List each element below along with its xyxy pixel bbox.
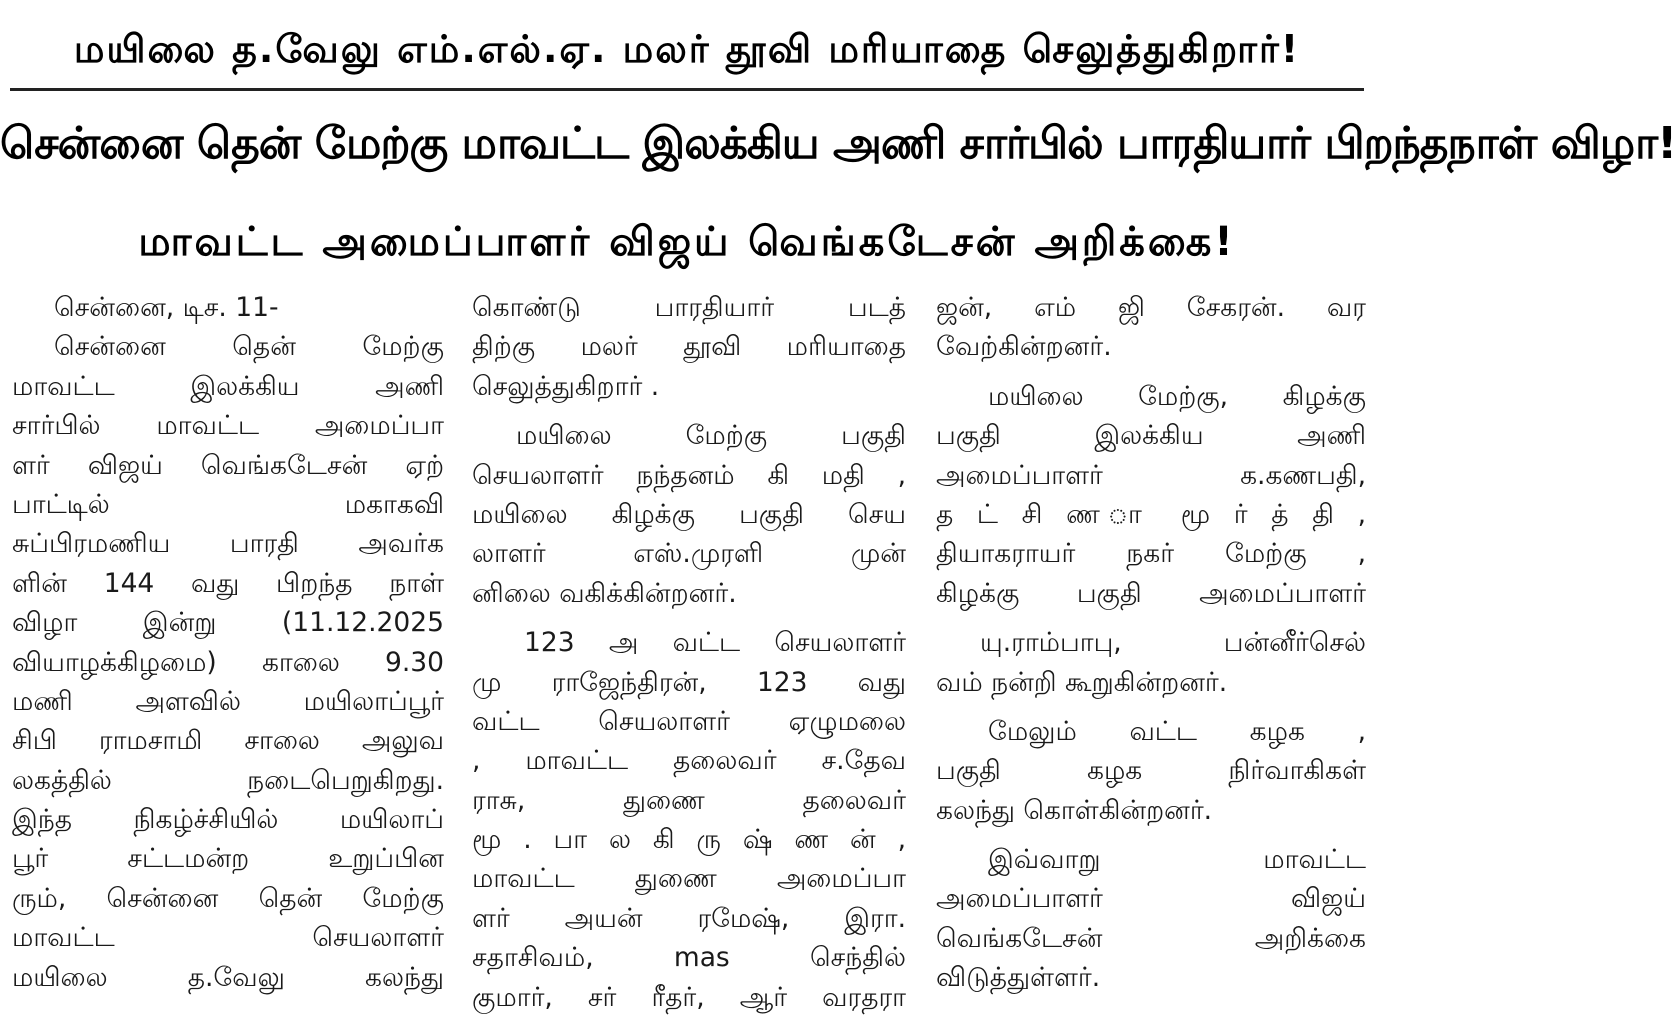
text-line: விடுத்துள்ளர்.	[936, 962, 1101, 994]
text-line: இந்த நிகழ்ச்சியில் மயிலாப்	[12, 804, 444, 836]
text-line: மயிலை த.வேலு கலந்து	[12, 961, 444, 993]
headline-top: மயிலை த.வேலு எம்.எல்.ஏ. மலர் தூவி மரியாதை செலுத்துகிறார்!	[73, 27, 1301, 71]
text-line: கலந்து கொள்கின்றனர்.	[936, 794, 1213, 826]
article-column-3	[936, 288, 1366, 992]
text-line: வியாழக்கிழமை) காலை 9.30	[12, 646, 444, 678]
text-line: மயிலை மேற்கு, கிழக்கு	[988, 380, 1366, 412]
text-line: னிலை வகிக்கின்றனர்.	[472, 577, 737, 609]
text-line: ளர் அயன் ரமேஷ், இரா.	[472, 902, 906, 934]
text-line: பாட்டில் மகாகவி	[12, 488, 444, 520]
text-line: , மாவட்ட தலைவர் ச.தேவ	[472, 745, 906, 777]
text-line: பகுதி கழக நிர்வாகிகள்	[936, 755, 1366, 787]
text-line: மேலும் வட்ட கழக ,	[988, 715, 1366, 747]
text-line: ரும், சென்னை தென் மேற்கு	[12, 882, 444, 914]
text-line: திற்கு மலர் தூவி மரியாதை	[472, 331, 906, 363]
text-line: கிழக்கு பகுதி அமைப்பாளர்	[936, 577, 1366, 609]
text-line: ராசு, துணை தலைவர்	[472, 784, 906, 816]
headline-main: சென்னை தென் மேற்கு மாவட்ட இலக்கிய அணி சார்பில் பாரதியார் பிறந்தநாள் விழா!	[0, 118, 1676, 169]
text-line: இவ்வாறு மாவட்ட	[988, 844, 1366, 876]
text-line: லகத்தில் நடைபெறுகிறது.	[12, 764, 444, 796]
text-line: வேற்கின்றனர்.	[936, 331, 1112, 363]
text-line: கொண்டு பாரதியார் படத்	[472, 292, 906, 323]
text-line: மூ . பா ல கி ரு ஷ் ண ன் ,	[472, 824, 906, 856]
text-line: தியாகராயர் நகர் மேற்கு ,	[936, 538, 1366, 570]
text-line: சதாசிவம், mas செந்தில்	[472, 942, 906, 974]
text-line: யு.ராம்பாபு, பன்னீர்செல்	[980, 627, 1366, 659]
text-line: சுப்பிரமணிய பாரதி அவர்க	[12, 528, 444, 560]
text-line: மாவட்ட செயலாளர்	[12, 922, 444, 954]
text-line: லாளர் எஸ்.முரளி முன்	[472, 538, 906, 570]
text-line: த ட் சி ண ா மூ ர் த் தி ,	[936, 498, 1366, 530]
text-line: 123 அ வட்ட செயலாளர்	[524, 627, 906, 659]
text-line: மயிலை கிழக்கு பகுதி செய	[472, 498, 906, 530]
text-line: மு ராஜேந்திரன், 123 வது	[472, 666, 906, 698]
text-line: அமைப்பாளர் க.கணபதி,	[936, 459, 1366, 491]
headline-divider	[10, 88, 1364, 91]
text-line: வட்ட செயலாளர் ஏழுமலை	[472, 705, 906, 737]
text-line: சென்னை, டிச. 11-	[54, 292, 279, 323]
text-line: பூர் சட்டமன்ற உறுப்பின	[12, 843, 444, 875]
text-line: சார்பில் மாவட்ட அமைப்பா	[12, 410, 444, 442]
text-line: செயலாளர் நந்தனம் கி மதி ,	[472, 459, 906, 491]
article-column-2	[472, 288, 906, 1013]
article-column-1	[12, 288, 444, 992]
text-line: வம் நன்றி கூறுகின்றனர்.	[936, 666, 1228, 698]
text-line: ஜன், எம் ஜி சேகரன். வர	[936, 292, 1366, 323]
text-line: அமைப்பாளர் விஜய்	[936, 883, 1366, 915]
text-line: ளின் 144 வது பிறந்த நாள்	[12, 567, 444, 599]
text-line: வெங்கடேசன் அறிக்கை	[936, 922, 1366, 954]
text-line: மாவட்ட துணை அமைப்பா	[472, 863, 906, 895]
text-line: சென்னை தென் மேற்கு	[54, 331, 444, 363]
text-line: பகுதி இலக்கிய அணி	[936, 420, 1366, 452]
headline-sub: மாவட்ட அமைப்பாளர் விஜய் வெங்கடேசன் அறிக்கை!	[138, 219, 1236, 265]
text-line: மணி அளவில் மயிலாப்பூர்	[12, 685, 444, 717]
text-line: மாவட்ட இலக்கிய அணி	[12, 370, 444, 402]
text-line: ளர் விஜய் வெங்கடேசன் ஏற்	[12, 449, 444, 481]
text-line: விழா இன்று (11.12.2025	[12, 607, 444, 639]
text-line: செலுத்துகிறார் .	[472, 370, 660, 402]
text-line: மயிலை மேற்கு பகுதி	[516, 420, 906, 452]
text-line: சிபி ராமசாமி சாலை அலுவ	[12, 725, 444, 757]
text-line: குமார், சர் ரீதர், ஆர் வரதரா	[472, 981, 906, 1013]
